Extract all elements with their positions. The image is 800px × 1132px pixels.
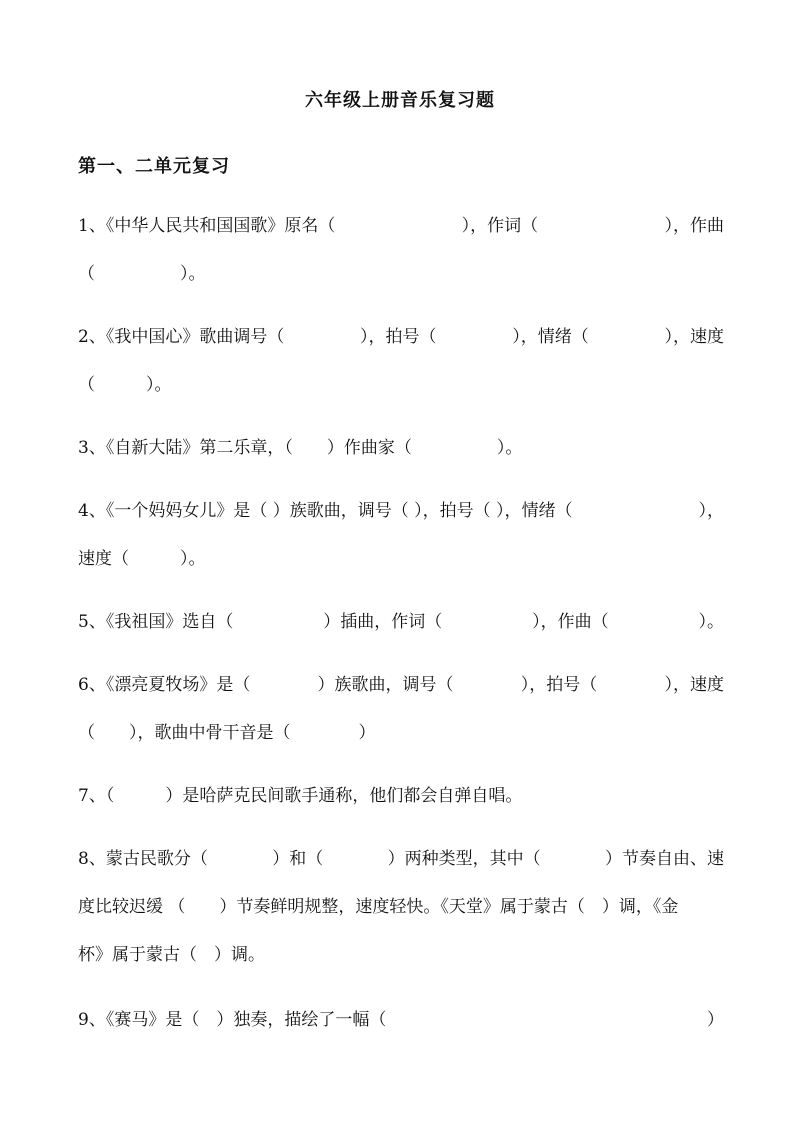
question-line	[78, 996, 724, 1044]
question-text: ），	[698, 501, 724, 521]
section-heading: 第一、二单元复习	[78, 156, 230, 177]
question-line	[78, 202, 724, 250]
question-text: ）节奏自由、速	[605, 849, 724, 869]
question-text: ），速度	[664, 675, 724, 695]
question-line	[78, 931, 724, 979]
question-line	[78, 598, 724, 646]
question-line	[78, 424, 724, 472]
question-line	[78, 361, 724, 409]
question-text: ），拍号（	[520, 675, 598, 695]
question-4	[78, 487, 724, 583]
question-line	[78, 487, 724, 535]
question-7	[78, 772, 724, 820]
question-line	[78, 313, 724, 361]
question-text: （ ）。	[78, 375, 172, 395]
question-text: （ ）。	[78, 264, 206, 284]
question-text: ）两种类型，其中（	[387, 849, 541, 869]
question-text: ），速度	[664, 327, 724, 347]
question-text: 2、《我中国心》歌曲调号（	[78, 327, 285, 347]
question-text: ），情绪（	[512, 327, 589, 347]
question-text: ）和（	[272, 849, 324, 869]
question-text: 3、《自新大陆》第二乐章，（ ）作曲家（ ）。	[78, 438, 523, 458]
question-text: （ ），歌曲中骨干音是（ ）	[78, 723, 376, 743]
question-line	[78, 250, 724, 298]
question-text: 5、《我祖国》选自（	[78, 612, 234, 632]
question-text: 9、《赛马》是（ ）独奏，描绘了一幅（	[78, 1010, 387, 1030]
question-text: ）插曲，作词（	[323, 612, 443, 632]
question-text: 杯》属于蒙古（ ）调。	[78, 945, 265, 965]
question-text: ），作词（	[461, 216, 539, 236]
question-line	[78, 883, 724, 931]
question-text: ），拍号（	[360, 327, 437, 347]
question-text: 度比较迟缓 （ ）节奏鲜明规整，速度轻快。《天堂》属于蒙古（ ）调，《金	[78, 897, 679, 917]
question-1	[78, 202, 724, 298]
question-text: 速度（ ）。	[78, 549, 206, 569]
question-text: ），作曲	[664, 216, 724, 236]
question-text: ）。	[698, 612, 724, 632]
question-line	[78, 535, 724, 583]
question-2	[78, 313, 724, 409]
question-text: 8、蒙古民歌分（	[78, 849, 208, 869]
question-text: ），作曲（	[532, 612, 609, 632]
question-text: ）	[707, 1010, 724, 1030]
question-text: 6、《漂亮夏牧场》是（	[78, 675, 251, 695]
question-5	[78, 598, 724, 646]
question-line	[78, 709, 724, 757]
question-3	[78, 424, 724, 472]
question-9	[78, 996, 724, 1044]
question-line	[78, 835, 724, 883]
page-title: 六年级上册音乐复习题	[305, 90, 495, 111]
question-text: 1、《中华人民共和国国歌》原名（	[78, 216, 336, 236]
question-text: 4、《一个妈妈女儿》是（ ）族歌曲，调号（ ），拍号（ ），情绪（	[78, 501, 573, 521]
question-text: 7、（ ）是哈萨克民间歌手通称，他们都会自弹自唱。	[78, 786, 523, 806]
question-6	[78, 661, 724, 757]
question-8	[78, 835, 724, 979]
question-line	[78, 661, 724, 709]
question-text: ）族歌曲，调号（	[317, 675, 454, 695]
question-line	[78, 772, 724, 820]
